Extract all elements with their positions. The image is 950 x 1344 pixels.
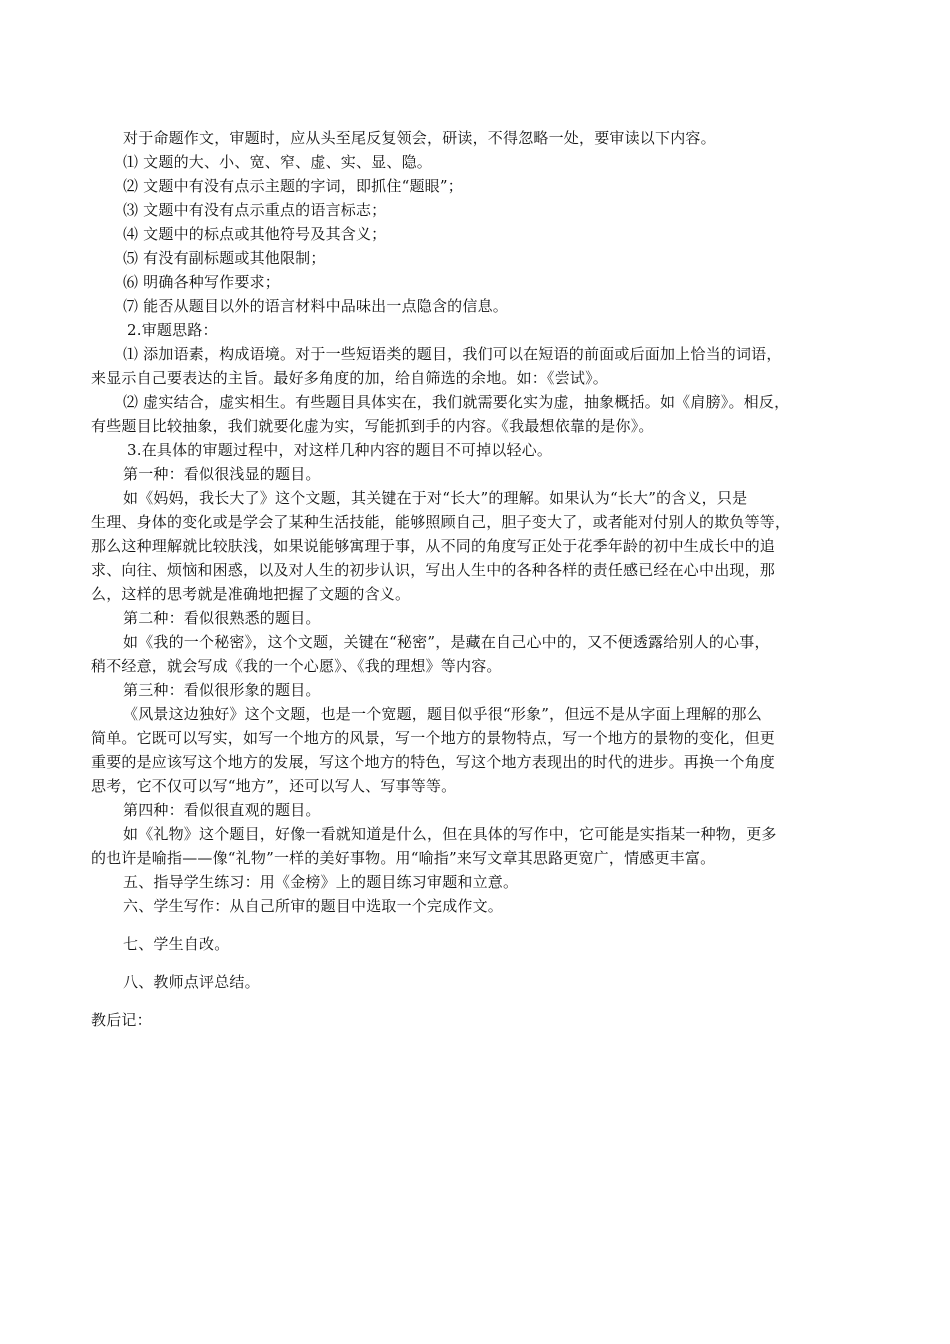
paragraph-line: 生理、身体的变化或是学会了某种生活技能，能够照顾自己，胆子变大了，或者能对付别人的欺负等等， [91,513,791,531]
subheading: 第二种：看似很熟悉的题目。 [123,609,321,627]
section-heading: 3.在具体的审题过程中，对这样几种内容的题目不可掉以轻心。 [127,441,553,459]
section-heading: 五、指导学生练习：用《金榜》上的题目练习审题和立意。 [123,873,519,891]
paragraph-line: 思考，它不仅可以写“地方”，还可以写人、写事等等。 [91,777,457,795]
list-item: ⑵ 文题中有没有点示主题的字词，即抓住“题眼”； [123,177,463,195]
paragraph-line: ⑴ 添加语素，构成语境。对于一些短语类的题目，我们可以在短语的前面或后面加上恰当的词语， [123,345,782,363]
list-item: ⑷ 文题中的标点或其他符号及其含义； [123,225,387,243]
paragraph-line: 有些题目比较抽象，我们就要化虚为实，写能抓到手的内容。《我最想依靠的是你》。 [91,417,654,435]
paragraph-line: 如《妈妈，我长大了》这个文题，其关键在于对“长大”的理解。如果认为“长大”的含义，只是 [123,489,748,507]
list-item: ⑴ 文题的大、小、宽、窄、虚、实、显、隐。 [123,153,432,171]
paragraph-line: 求、向往、烦恼和困惑，以及对人生的初步认识，写出人生中的各种各样的责任感已经在心中出现，那 [91,561,776,579]
paragraph-line: 那么这种理解就比较肤浅，如果说能够寓理于事，从不同的角度写正处于花季年龄的初中生成长中的追 [91,537,776,555]
paragraph-intro: 对于命题作文，审题时，应从头至尾反复领会，研读，不得忽略一处，要审读以下内容。 [123,129,716,147]
paragraph-line: 重要的是应该写这个地方的发展，写这个地方的特色，写这个地方表现出的时代的进步。再换一个角度 [91,753,776,771]
paragraph-line: 简单。它既可以写实，如写一个地方的风景，写一个地方的景物特点，写一个地方的景物的变化，但更 [91,729,776,747]
paragraph-line: 如《我的一个秘密》，这个文题，关键在“秘密”，是藏在自己心中的，又不便透露给别人的心事， [123,633,770,651]
paragraph-line: 的也许是喻指——像“礼物”一样的美好事物。用“喻指”来写文章其思路更宽广，情感更丰富。 [91,849,716,867]
section-heading: 2.审题思路： [127,321,218,339]
list-item: ⑹ 明确各种写作要求； [123,273,280,291]
paragraph-line: 《风景这边独好》这个文题，也是一个宽题，题目似乎很“形象”，但远不是从字面上理解的那么 [123,705,762,723]
afterword-label: 教后记： [91,1011,152,1029]
document-body [91,126,871,1032]
section-heading: 六、学生写作：从自己所审的题目中选取一个完成作文。 [123,897,504,915]
subheading: 第一种：看似很浅显的题目。 [123,465,321,483]
paragraph-line: 么，这样的思考就是准确地把握了文题的含义。 [91,585,411,603]
subheading: 第三种：看似很形象的题目。 [123,681,321,699]
subheading: 第四种：看似很直观的题目。 [123,801,321,819]
list-item: ⑺ 能否从题目以外的语言材料中品味出一点隐含的信息。 [123,297,508,315]
paragraph-line: ⑵ 虚实结合，虚实相生。有些题目具体实在，我们就需要化实为虚，抽象概括。如《肩膀》。相反， [123,393,790,411]
list-item: ⑶ 文题中有没有点示重点的语言标志； [123,201,387,219]
paragraph-line: 来显示自己要表达的主旨。最好多角度的加，给自筛选的余地。如：《尝试》。 [91,369,609,387]
paragraph-line: 稍不经意，就会写成《我的一个心愿》、《我的理想》等内容。 [91,657,502,675]
list-item: ⑸ 有没有副标题或其他限制； [123,249,326,267]
paragraph-line: 如《礼物》这个题目，好像一看就知道是什么，但在具体的写作中，它可能是实指某一种物，更多 [123,825,777,843]
section-heading: 七、学生自改。 [123,935,230,953]
section-heading: 八、教师点评总结。 [123,973,260,991]
